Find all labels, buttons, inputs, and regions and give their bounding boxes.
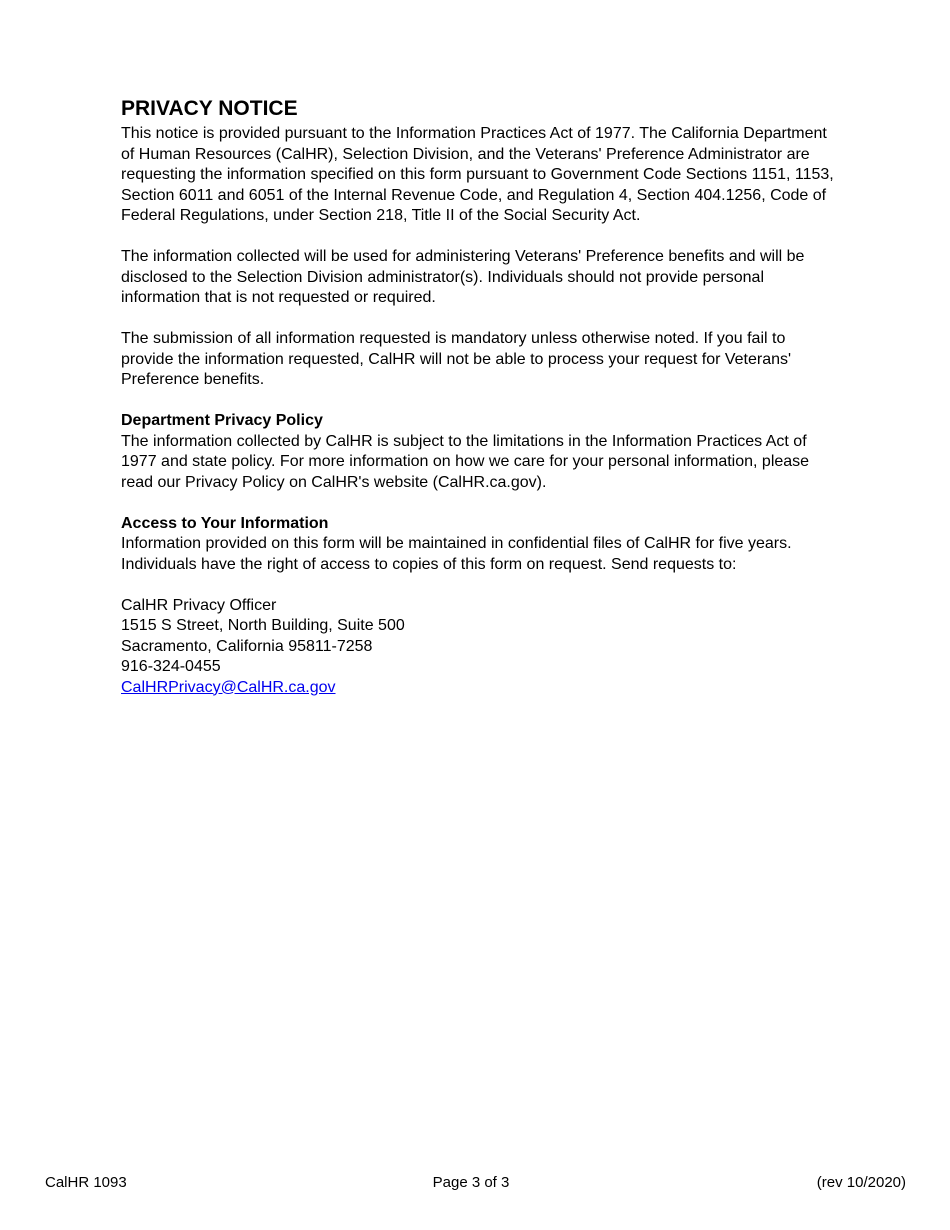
privacy-policy-text: The information collected by CalHR is subject to the limitations in the Information Practices Act of 1977 and state policy. For more information on how we care for your personal information, please read our Privacy Policy on CalHR's website (CalHR.ca.gov). [121, 432, 810, 491]
notice-paragraph-1: This notice is provided pursuant to the Information Practices Act of 1977. The California Department of Human Resources (CalHR), Selection Division, and the Veterans' Preference Administrator are requesting the information specified on this form pursuant to Government Code Sections 1151, 1153, Section 6011 and 6051 of the Internal Revenue Code, and Regulation 4, Section 404.1256, Code of Federal Regulations, under Section 218, Title II of the Social Security Act. [121, 125, 834, 224]
contact-city: Sacramento, California 95811-7258 [121, 637, 373, 655]
footer-page-number: Page 3 of 3 [432, 1174, 510, 1191]
page-title: PRIVACY NOTICE [121, 97, 298, 120]
contact-phone: 916-324-0455 [121, 658, 221, 675]
privacy-policy-section [121, 411, 841, 493]
contact-email-link[interactable]: CalHRPrivacy@CalHR.ca.gov [121, 678, 336, 696]
page-footer [0, 1173, 950, 1193]
privacy-policy-heading: Department Privacy Policy [121, 412, 323, 429]
contact-name: CalHR Privacy Officer [121, 596, 277, 614]
access-section [121, 514, 841, 576]
access-heading: Access to Your Information [121, 514, 329, 532]
footer-revision: (rev 10/2020) [816, 1174, 906, 1191]
document-body [121, 96, 841, 698]
notice-paragraph-3: The submission of all information requested is mandatory unless otherwise noted. If you fail to provide the information requested, CalHR will not be able to process your request for Veterans' Preference benefits. [121, 330, 792, 388]
access-text: Information provided on this form will be maintained in confidential files of CalHR for five years. Individuals have the right of access to copies of this form on request. Send requests to: [121, 535, 792, 573]
contact-street: 1515 S Street, North Building, Suite 500 [121, 617, 405, 634]
contact-block [121, 596, 841, 699]
notice-paragraph-2: The information collected will be used for administering Veterans' Preference benefits and will be disclosed to the Selection Division administrator(s). Individuals should not provide personal information that is not requested or required. [121, 248, 805, 306]
footer-form-number: CalHR 1093 [45, 1174, 127, 1191]
